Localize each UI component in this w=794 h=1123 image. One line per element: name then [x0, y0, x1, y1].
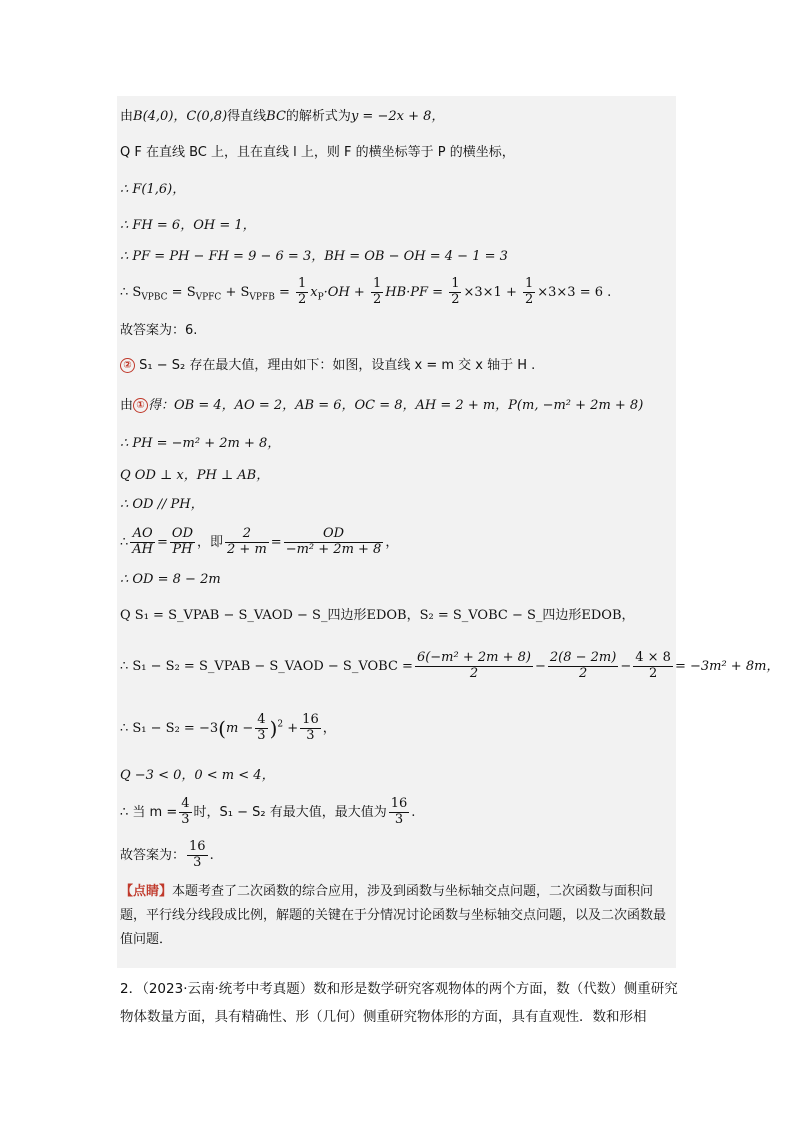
solution-line-14: ∴ OD = 8 − 2m [120, 572, 221, 587]
fraction-16-3: $\frac{4 \times 8}{2}$ [635, 650, 671, 681]
solution-line-3: ∴ F(1,6)， [120, 182, 186, 197]
solution-line-16: ∴ S₁ − S₂ = S_VPAB − S_VAOD − S_VOBC = $\frac{\text{6(−m² + 2m + 8)}}{2}$ − $\frac{2(8 - 2m)}{2}$ − $\frac{4 \times 8}{2}$ = −3m² + 8m， [120, 650, 780, 681]
fraction-half: $\frac{1}{2}$ [297, 276, 307, 307]
solution-line-18: Q −3 < 0，0 < m < 4， [120, 768, 275, 783]
solution-line-6: ∴ $S_{VPBC} = S_{VPFC} + S_{VPFB}$ = $\frac{1}{2}$ $x_P\cdot OH$ + $\frac{1}{2}$ HB·PF = $\frac{1}{2}$ ×3×1 + $\frac{1}{2}$ ×3×3 = 6 . [120, 276, 612, 307]
fraction-16-3: $\frac{16}{3}$ [390, 796, 408, 827]
solution-line-1: 由B(4,0)，C(0,8)得直线BC的解析式为y = −2x + 8， [120, 109, 445, 124]
solution-line-5: ∴ PF = PH − FH = 9 − 6 = 3，BH = OB − OH = 4 − 1 = 3 [120, 249, 508, 264]
solution-line-20: 故答案为： $\frac{16}{3}$ . [120, 839, 214, 870]
solution-line-17: ∴ S₁ − S₂ = −3(m − $\frac{4}{3}$ )$^2$ + $\frac{16}{3}$ ， [120, 712, 336, 743]
fraction-half: $\frac{1}{2}$ [372, 276, 382, 307]
fraction-half: $\frac{1}{2}$ [524, 276, 534, 307]
fraction-16-1: $\frac{\text{6(−m² + 2m + 8)}}{2}$ [416, 650, 531, 681]
solution-line-13: ∴ $\frac{AO}{AH}$ = $\frac{OD}{PH}$ ，即 $\frac{2}{2 + m}$ = $\frac{OD}{\text{−m² + 2m + 8}}$ ， [120, 526, 399, 557]
solution-line-15: Q S₁ = S_VPAB − S_VAOD − S_四边形EDOB，S₂ = S_VOBC − S_四边形EDOB， [120, 608, 635, 623]
solution-line-4: ∴ FH = 6，OH = 1， [120, 218, 256, 233]
comment-paragraph: 【点睛】本题考查了二次函数的综合应用，涉及到函数与坐标轴交点问题，二次函数与面积问题，平行线分线段成比例，解题的关键在于分情况讨论函数与坐标轴交点问题，以及二次函数最值问题． [120, 884, 667, 947]
fraction-16-3: $\frac{16}{3}$ [302, 712, 319, 743]
solution-line-10: ∴ PH = −m² + 2m + 8， [120, 436, 281, 451]
solution-line-8: ② S₁ − S₂ 存在最大值，理由如下：如图，设直线 x = m 交 x 轴于 H . [120, 358, 535, 373]
fraction-4-3: $\frac{4}{3}$ [181, 796, 190, 827]
fraction-ao-ah: $\frac{AO}{AH}$ [132, 526, 154, 557]
fraction-od-over-poly: $\frac{OD}{\text{−m² + 2m + 8}}$ [285, 526, 382, 557]
solution-line-2: Q F 在直线 BC 上，且在直线 l 上，则 F 的横坐标等于 P 的横坐标， [120, 145, 515, 160]
solution-line-7: 故答案为：6. [120, 323, 198, 338]
circled-number-2: ② [120, 358, 135, 373]
fraction-2-over-2m: $\frac{2}{2 + m}$ [227, 526, 267, 557]
solution-line-12: ∴ OD // PH， [120, 497, 204, 512]
solution-line-19: ∴ 当 m = $\frac{4}{3}$ 时，S₁ − S₂ 有最大值，最大值为 $\frac{16}{3}$ . [120, 796, 416, 827]
solution-line-11: Q OD ⊥ x，PH ⊥ AB， [120, 468, 270, 483]
fraction-od-ph: $\frac{OD}{PH}$ [171, 526, 194, 557]
solution-line-9: 由 ① 得：OB = 4，AO = 2，AB = 6，OC = 8，AH = 2 + m，P(m, −m² + 2m + 8) [120, 398, 644, 413]
fraction-16-3: $\frac{16}{3}$ [189, 839, 206, 870]
question-2-text: 2．（2023·云南·统考中考真题）数和形是数学研究客观物体的两个方面，数（代数）侧重研究物体数量方面，具有精确性、形（几何）侧重研究物体形的方面，具有直观性．数和形相 [120, 981, 678, 1025]
fraction-half: $\frac{1}{2}$ [451, 276, 460, 307]
circled-number-1: ① [133, 398, 148, 413]
fraction-16-2: $\frac{2(8 - 2m)}{2}$ [549, 650, 617, 681]
comment-label: 【点睛】 [120, 884, 173, 899]
fraction-4-3: $\frac{4}{3}$ [257, 712, 266, 743]
